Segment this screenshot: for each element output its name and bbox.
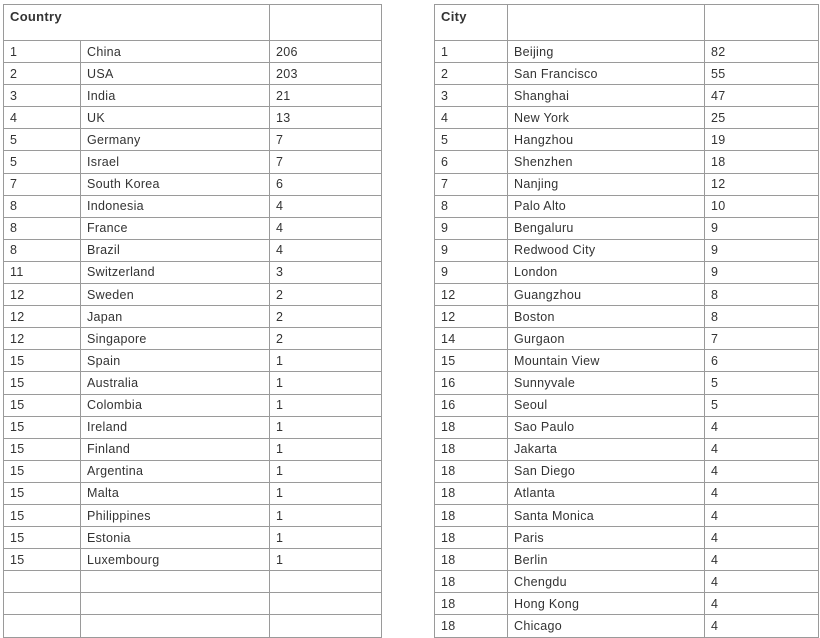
city-name-cell: Mountain View — [508, 350, 705, 372]
column-gap — [382, 593, 435, 615]
country-rank-cell — [4, 615, 81, 637]
city-rank-cell: 14 — [435, 328, 508, 350]
city-name-cell: Atlanta — [508, 482, 705, 504]
table-row — [4, 527, 819, 549]
country-count-cell: 4 — [270, 239, 382, 261]
column-gap — [382, 107, 435, 129]
city-count-cell: 10 — [705, 195, 819, 217]
table-row — [4, 350, 819, 372]
country-count-cell: 6 — [270, 173, 382, 195]
city-rank-cell: 9 — [435, 261, 508, 283]
country-count-cell: 1 — [270, 394, 382, 416]
table-row — [4, 372, 819, 394]
city-count-cell: 4 — [705, 438, 819, 460]
city-rank-cell: 18 — [435, 527, 508, 549]
country-count-cell: 1 — [270, 549, 382, 571]
table-row — [4, 151, 819, 173]
country-count-cell — [270, 593, 382, 615]
table-row — [4, 85, 819, 107]
table-row — [4, 460, 819, 482]
table-row — [4, 217, 819, 239]
table-row — [4, 549, 819, 571]
city-name-cell: New York — [508, 107, 705, 129]
city-name-cell: Sao Paulo — [508, 416, 705, 438]
city-count-cell: 4 — [705, 549, 819, 571]
city-name-cell: Chengdu — [508, 571, 705, 593]
city-rank-cell: 18 — [435, 416, 508, 438]
country-count-cell: 2 — [270, 306, 382, 328]
city-rank-cell: 18 — [435, 593, 508, 615]
city-count-cell: 12 — [705, 173, 819, 195]
city-name-cell: Shenzhen — [508, 151, 705, 173]
city-name-cell: Santa Monica — [508, 504, 705, 526]
country-rank-cell: 15 — [4, 460, 81, 482]
header-blank-cell — [508, 5, 705, 41]
rankings-table — [3, 4, 819, 638]
city-rank-cell: 18 — [435, 438, 508, 460]
country-rank-cell: 15 — [4, 438, 81, 460]
country-name-cell: Japan — [81, 306, 270, 328]
country-name-cell: France — [81, 217, 270, 239]
city-rank-cell: 18 — [435, 549, 508, 571]
country-rank-cell: 5 — [4, 129, 81, 151]
header-blank-cell — [270, 5, 382, 41]
city-name-cell: Redwood City — [508, 239, 705, 261]
city-count-cell: 18 — [705, 151, 819, 173]
country-header: Country — [4, 5, 270, 41]
city-name-cell: Sunnyvale — [508, 372, 705, 394]
column-gap — [382, 615, 435, 637]
city-rank-cell: 16 — [435, 372, 508, 394]
country-rank-cell: 12 — [4, 306, 81, 328]
country-name-cell: Germany — [81, 129, 270, 151]
city-name-cell: Hangzhou — [508, 129, 705, 151]
country-name-cell: Ireland — [81, 416, 270, 438]
country-count-cell: 21 — [270, 85, 382, 107]
country-name-cell: Estonia — [81, 527, 270, 549]
city-count-cell: 6 — [705, 350, 819, 372]
city-count-cell: 4 — [705, 416, 819, 438]
country-name-cell: Malta — [81, 482, 270, 504]
header-blank-cell — [705, 5, 819, 41]
table-row — [4, 504, 819, 526]
city-count-cell: 4 — [705, 571, 819, 593]
city-name-cell: Palo Alto — [508, 195, 705, 217]
country-rank-cell — [4, 571, 81, 593]
city-count-cell: 82 — [705, 41, 819, 63]
column-gap — [382, 571, 435, 593]
city-count-cell: 25 — [705, 107, 819, 129]
table-row — [4, 593, 819, 615]
table-row — [4, 63, 819, 85]
city-name-cell: Nanjing — [508, 173, 705, 195]
country-name-cell: Sweden — [81, 284, 270, 306]
table-row — [4, 195, 819, 217]
country-name-cell: Colombia — [81, 394, 270, 416]
country-rank-cell: 15 — [4, 394, 81, 416]
city-count-cell: 9 — [705, 217, 819, 239]
country-count-cell: 7 — [270, 151, 382, 173]
country-name-cell: Brazil — [81, 239, 270, 261]
country-rank-cell: 15 — [4, 350, 81, 372]
city-count-cell: 7 — [705, 328, 819, 350]
table-row — [4, 107, 819, 129]
city-name-cell: Chicago — [508, 615, 705, 637]
column-gap — [382, 261, 435, 283]
city-rank-cell: 18 — [435, 460, 508, 482]
city-rank-cell: 5 — [435, 129, 508, 151]
city-rank-cell: 15 — [435, 350, 508, 372]
country-rank-cell: 15 — [4, 416, 81, 438]
city-name-cell: San Francisco — [508, 63, 705, 85]
city-rank-cell: 18 — [435, 504, 508, 526]
country-count-cell: 1 — [270, 460, 382, 482]
table-row — [4, 416, 819, 438]
country-count-cell: 1 — [270, 438, 382, 460]
country-name-cell: Finland — [81, 438, 270, 460]
country-count-cell: 1 — [270, 504, 382, 526]
city-count-cell: 5 — [705, 372, 819, 394]
city-rank-cell: 4 — [435, 107, 508, 129]
column-gap — [382, 239, 435, 261]
column-gap — [382, 217, 435, 239]
country-count-cell: 203 — [270, 63, 382, 85]
column-gap — [382, 5, 435, 41]
city-name-cell: Jakarta — [508, 438, 705, 460]
column-gap — [382, 151, 435, 173]
country-rank-cell — [4, 593, 81, 615]
city-rank-cell: 12 — [435, 284, 508, 306]
table-row — [4, 328, 819, 350]
country-name-cell — [81, 593, 270, 615]
column-gap — [382, 306, 435, 328]
city-rank-cell: 18 — [435, 615, 508, 637]
city-count-cell: 4 — [705, 615, 819, 637]
country-name-cell: Australia — [81, 372, 270, 394]
city-rank-cell: 9 — [435, 239, 508, 261]
country-count-cell: 1 — [270, 482, 382, 504]
country-name-cell: Spain — [81, 350, 270, 372]
country-count-cell: 1 — [270, 416, 382, 438]
city-name-cell: Gurgaon — [508, 328, 705, 350]
country-name-cell: India — [81, 85, 270, 107]
city-count-cell: 55 — [705, 63, 819, 85]
country-rank-cell: 7 — [4, 173, 81, 195]
city-count-cell: 47 — [705, 85, 819, 107]
city-count-cell: 5 — [705, 394, 819, 416]
table-row — [4, 482, 819, 504]
country-rank-cell: 15 — [4, 549, 81, 571]
column-gap — [382, 328, 435, 350]
column-gap — [382, 63, 435, 85]
city-rank-cell: 6 — [435, 151, 508, 173]
city-name-cell: Shanghai — [508, 85, 705, 107]
table-row — [4, 284, 819, 306]
country-name-cell: Luxembourg — [81, 549, 270, 571]
column-gap — [382, 504, 435, 526]
country-count-cell — [270, 615, 382, 637]
city-rank-cell: 18 — [435, 571, 508, 593]
table-row — [4, 615, 819, 637]
city-rank-cell: 16 — [435, 394, 508, 416]
country-name-cell: Philippines — [81, 504, 270, 526]
country-rank-cell: 1 — [4, 41, 81, 63]
city-name-cell: Boston — [508, 306, 705, 328]
city-rank-cell: 1 — [435, 41, 508, 63]
city-name-cell: Seoul — [508, 394, 705, 416]
country-count-cell: 3 — [270, 261, 382, 283]
country-rank-cell: 12 — [4, 284, 81, 306]
country-rank-cell: 12 — [4, 328, 81, 350]
column-gap — [382, 438, 435, 460]
table-row — [4, 306, 819, 328]
city-count-cell: 8 — [705, 284, 819, 306]
city-count-cell: 4 — [705, 482, 819, 504]
country-rank-cell: 2 — [4, 63, 81, 85]
header-row — [4, 5, 819, 41]
city-rank-cell: 2 — [435, 63, 508, 85]
country-count-cell — [270, 571, 382, 593]
column-gap — [382, 372, 435, 394]
country-name-cell — [81, 615, 270, 637]
country-name-cell: Argentina — [81, 460, 270, 482]
column-gap — [382, 41, 435, 63]
country-rank-cell: 8 — [4, 239, 81, 261]
city-count-cell: 19 — [705, 129, 819, 151]
country-name-cell: Israel — [81, 151, 270, 173]
country-name-cell: South Korea — [81, 173, 270, 195]
country-count-cell: 4 — [270, 217, 382, 239]
country-name-cell: UK — [81, 107, 270, 129]
city-rank-cell: 18 — [435, 482, 508, 504]
column-gap — [382, 416, 435, 438]
table-row — [4, 261, 819, 283]
table-row — [4, 438, 819, 460]
city-header: City — [435, 5, 508, 41]
city-name-cell: Berlin — [508, 549, 705, 571]
country-rank-cell: 5 — [4, 151, 81, 173]
country-rank-cell: 15 — [4, 482, 81, 504]
city-rank-cell: 9 — [435, 217, 508, 239]
city-name-cell: San Diego — [508, 460, 705, 482]
country-name-cell: Switzerland — [81, 261, 270, 283]
column-gap — [382, 460, 435, 482]
column-gap — [382, 284, 435, 306]
country-count-cell: 1 — [270, 527, 382, 549]
city-rank-cell: 7 — [435, 173, 508, 195]
country-name-cell: Singapore — [81, 328, 270, 350]
column-gap — [382, 85, 435, 107]
column-gap — [382, 350, 435, 372]
city-count-cell: 4 — [705, 460, 819, 482]
country-name-cell: Indonesia — [81, 195, 270, 217]
country-rank-cell: 3 — [4, 85, 81, 107]
country-rank-cell: 8 — [4, 195, 81, 217]
column-gap — [382, 129, 435, 151]
column-gap — [382, 394, 435, 416]
country-count-cell: 13 — [270, 107, 382, 129]
country-rank-cell: 15 — [4, 372, 81, 394]
table-row — [4, 129, 819, 151]
city-name-cell: Guangzhou — [508, 284, 705, 306]
country-count-cell: 7 — [270, 129, 382, 151]
country-rank-cell: 4 — [4, 107, 81, 129]
country-count-cell: 206 — [270, 41, 382, 63]
city-count-cell: 4 — [705, 593, 819, 615]
column-gap — [382, 173, 435, 195]
city-count-cell: 4 — [705, 527, 819, 549]
country-rank-cell: 15 — [4, 504, 81, 526]
column-gap — [382, 482, 435, 504]
country-count-cell: 1 — [270, 372, 382, 394]
table-row — [4, 571, 819, 593]
country-rank-cell: 15 — [4, 527, 81, 549]
column-gap — [382, 527, 435, 549]
country-count-cell: 2 — [270, 328, 382, 350]
country-count-cell: 2 — [270, 284, 382, 306]
city-count-cell: 4 — [705, 504, 819, 526]
city-rank-cell: 12 — [435, 306, 508, 328]
country-name-cell: China — [81, 41, 270, 63]
city-rank-cell: 8 — [435, 195, 508, 217]
country-rank-cell: 8 — [4, 217, 81, 239]
column-gap — [382, 195, 435, 217]
city-name-cell: Bengaluru — [508, 217, 705, 239]
column-gap — [382, 549, 435, 571]
country-rank-cell: 11 — [4, 261, 81, 283]
city-count-cell: 8 — [705, 306, 819, 328]
country-name-cell — [81, 571, 270, 593]
city-name-cell: London — [508, 261, 705, 283]
country-count-cell: 4 — [270, 195, 382, 217]
table-row — [4, 173, 819, 195]
city-count-cell: 9 — [705, 239, 819, 261]
city-name-cell: Beijing — [508, 41, 705, 63]
city-name-cell: Hong Kong — [508, 593, 705, 615]
city-rank-cell: 3 — [435, 85, 508, 107]
table-row — [4, 41, 819, 63]
city-count-cell: 9 — [705, 261, 819, 283]
country-name-cell: USA — [81, 63, 270, 85]
country-count-cell: 1 — [270, 350, 382, 372]
table-row — [4, 394, 819, 416]
table-row — [4, 239, 819, 261]
city-name-cell: Paris — [508, 527, 705, 549]
